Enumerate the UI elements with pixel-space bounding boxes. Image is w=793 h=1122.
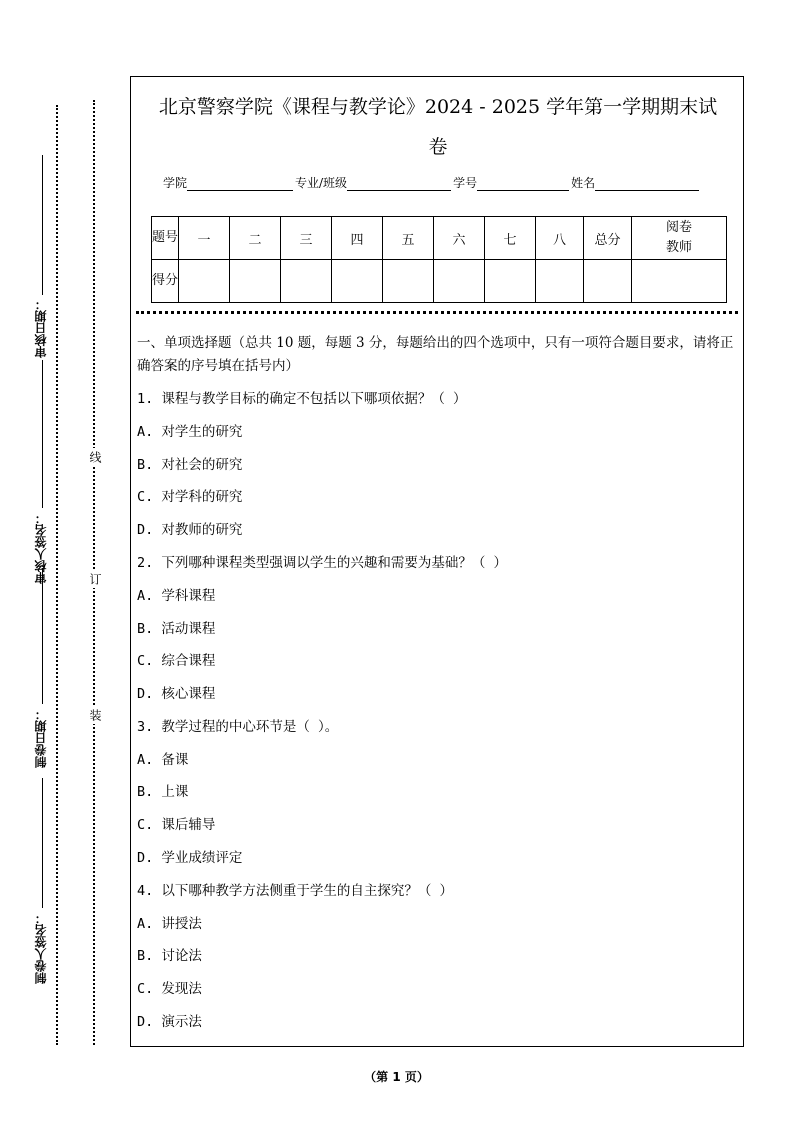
score-col-3: 三 — [281, 217, 332, 260]
binding-dotted-line-outer — [56, 105, 58, 1045]
question-1-option-d[interactable]: D. 对教师的研究 — [137, 522, 243, 538]
score-cell[interactable] — [230, 260, 281, 303]
score-col-7: 七 — [485, 217, 536, 260]
score-col-6: 六 — [434, 217, 485, 260]
reviewer-sign-line — [42, 360, 43, 508]
score-cell[interactable] — [281, 260, 332, 303]
review-date-line — [42, 155, 43, 295]
binding-mark-line: 线 — [87, 448, 104, 466]
question-3-option-c[interactable]: C. 课后辅导 — [137, 817, 216, 833]
score-row2-label: 得分 — [152, 260, 179, 303]
question-1-option-b[interactable]: B. 对社会的研究 — [137, 457, 243, 473]
score-col-5: 五 — [383, 217, 434, 260]
review-date-label: 审核日期： — [34, 298, 48, 358]
score-col-4: 四 — [332, 217, 383, 260]
score-cell[interactable] — [485, 260, 536, 303]
question-2-stem: 2. 下列哪种课程类型强调以学生的兴趣和需要为基础？（ ） — [137, 555, 508, 571]
question-4-option-d[interactable]: D. 演示法 — [137, 1014, 202, 1030]
score-cell[interactable] — [584, 260, 632, 303]
page-number: （第 1 页） — [364, 1070, 429, 1084]
question-2-option-d[interactable]: D. 核心课程 — [137, 686, 216, 702]
name-label: 姓名 — [571, 176, 596, 190]
score-cell[interactable] — [434, 260, 485, 303]
dotted-separator — [136, 311, 738, 314]
section1-instructions: 一、单项选择题（总共 10 题，每题 3 分，每题给出的四个选项中，只有一项符合题目要求，请将正确答案的序号填在括号内） — [137, 335, 734, 374]
score-col-2: 二 — [230, 217, 281, 260]
question-4-stem: 4. 以下哪种教学方法侧重于学生的自主探究？（ ） — [137, 883, 454, 899]
major-class-label: 专业/班级 — [295, 176, 348, 190]
exam-frame — [130, 76, 744, 1047]
question-2-option-a[interactable]: A. 学科课程 — [137, 588, 216, 604]
name-field[interactable] — [595, 178, 699, 191]
reviewer-sign-label: 审核人签名： — [34, 512, 48, 584]
score-cell[interactable] — [383, 260, 434, 303]
exam-title-line2: 卷 — [428, 136, 448, 158]
make-date-line — [42, 568, 43, 704]
question-3-stem: 3. 教学过程的中心环节是（ ）。 — [137, 719, 339, 735]
score-col-total: 总分 — [584, 217, 632, 260]
score-col-1: 一 — [179, 217, 230, 260]
exam-title-line1: 北京警察学院《课程与教学论》2024 - 2025 学年第一学期期末试 — [158, 96, 718, 118]
student-id-label: 学号 — [453, 176, 478, 190]
question-1-option-c[interactable]: C. 对学科的研究 — [137, 489, 243, 505]
exam-title — [131, 87, 745, 167]
score-cell[interactable] — [332, 260, 383, 303]
question-1-stem: 1. 课程与教学目标的确定不包括以下哪项依据？（ ） — [137, 391, 467, 407]
maker-sign-line — [42, 778, 43, 908]
make-date-label: 制卷日期： — [34, 708, 48, 768]
question-1-option-a[interactable]: A. 对学生的研究 — [137, 424, 243, 440]
score-table-score-row — [152, 260, 727, 303]
score-col-grader — [632, 217, 727, 260]
question-2-option-b[interactable]: B. 活动课程 — [137, 621, 216, 637]
question-4-option-c[interactable]: C. 发现法 — [137, 981, 202, 997]
college-field[interactable] — [187, 178, 293, 191]
binding-mark-order: 订 — [87, 570, 104, 588]
question-4-option-b[interactable]: B. 讨论法 — [137, 948, 202, 964]
score-col-grader-text: 阅卷教师 — [665, 220, 692, 255]
student-id-field[interactable] — [477, 178, 569, 191]
score-cell[interactable] — [536, 260, 584, 303]
score-cell[interactable] — [179, 260, 230, 303]
question-3-option-b[interactable]: B. 上课 — [137, 784, 189, 800]
question-4-option-a[interactable]: A. 讲授法 — [137, 916, 202, 932]
binding-mark-fold: 装 — [87, 706, 104, 724]
question-3-option-a[interactable]: A. 备课 — [137, 752, 189, 768]
major-class-field[interactable] — [347, 178, 451, 191]
score-col-8: 八 — [536, 217, 584, 260]
question-2-option-c[interactable]: C. 综合课程 — [137, 653, 216, 669]
question-3-option-d[interactable]: D. 学业成绩评定 — [137, 850, 243, 866]
college-label: 学院 — [163, 176, 188, 190]
score-table — [151, 216, 727, 303]
score-table-header-row — [152, 217, 727, 260]
maker-sign-label: 制卷人签名： — [34, 912, 48, 984]
score-row1-label: 题号 — [152, 217, 179, 260]
student-info-row — [163, 174, 701, 191]
score-cell[interactable] — [632, 260, 727, 303]
